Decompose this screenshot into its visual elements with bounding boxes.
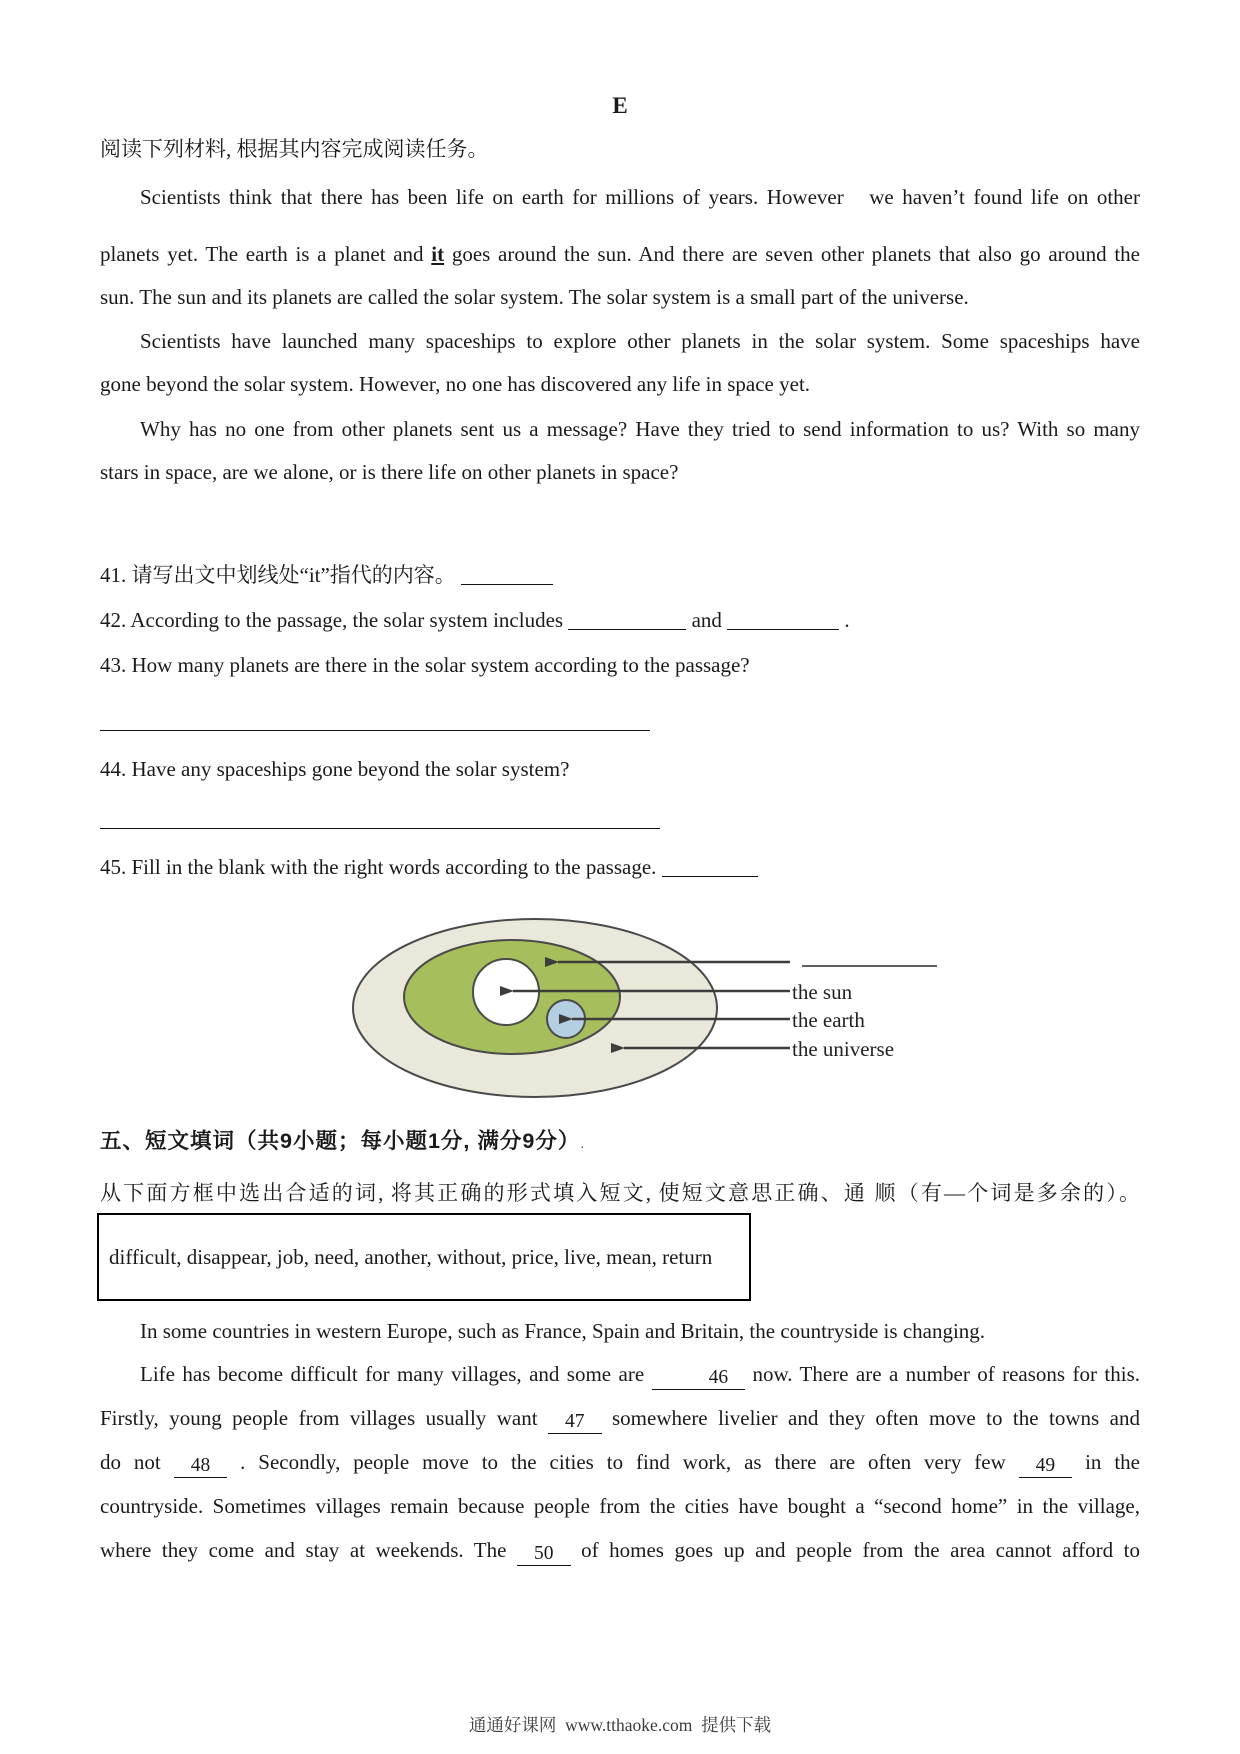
cloze-text: of homes goes up and people from the area cannot afford to <box>570 1538 1140 1562</box>
cloze-line: countryside. Sometimes villages remain because people from the cities have bought a “second home” in the village, <box>100 1494 1140 1518</box>
passage-line: Why has no one from other planets sent us a message? Have they tried to send information to us? With so many <box>140 417 1140 441</box>
question-45 <box>100 854 1140 881</box>
passage-line: Scientists have launched many spaceships to explore other planets in the solar system. Some spaceships have <box>140 329 1140 353</box>
section5-heading <box>100 1128 1140 1157</box>
question-41 <box>100 562 1140 589</box>
page-title: E <box>612 93 628 118</box>
section5-instruction: 从下面方框中选出合适的词, 将其正确的形式填入短文, 使短文意思正确、通 顺（有—个词是多余的）。 <box>100 1181 1140 1205</box>
cloze-text: . Secondly, people move to the cities to find work, as there are often very few <box>227 1450 1019 1474</box>
passage-line: Scientists think that there has been life on earth for millions of years. However we haven’t found life on other <box>140 185 1140 209</box>
answer-blank-42b[interactable] <box>727 609 839 630</box>
cloze-line <box>100 1361 1140 1390</box>
word-bank-words: difficult, disappear, job, need, another, without, price, live, mean, return <box>109 1244 713 1269</box>
passage-text: goes around the sun. And there are seven other planets that also go around the <box>444 242 1140 266</box>
solar-system-figure <box>340 900 1000 1115</box>
blank-49[interactable]: 49 <box>1019 1454 1073 1478</box>
cloze-text: where they come and stay at weekends. The <box>100 1538 518 1562</box>
question-42-and: and <box>686 608 728 632</box>
cloze-text: Life has become difficult for many villages, and some are <box>140 1362 652 1386</box>
cloze-text: do not <box>100 1450 174 1474</box>
blank-47[interactable]: 47 <box>548 1410 602 1434</box>
cloze-line <box>100 1449 1140 1478</box>
answer-line-44[interactable] <box>100 828 660 829</box>
passage-line: gone beyond the solar system. However, no one has discovered any life in space yet. <box>100 372 811 396</box>
blank-48[interactable]: 48 <box>174 1454 228 1478</box>
passage-line: stars in space, are we alone, or is there life on other planets in space? <box>100 460 679 484</box>
passage-line <box>100 241 1140 268</box>
label-the-sun: the sun <box>792 980 853 1004</box>
question-42 <box>100 607 1140 634</box>
footer-watermark: 通通好课网 www.tthaoke.com 提供下载 <box>468 1715 772 1735</box>
label-the-earth: the earth <box>792 1008 865 1032</box>
passage-line: sun. The sun and its planets are called the solar system. The solar system is a small part of the universe. <box>100 285 969 309</box>
cloze-text: Firstly, young people from villages usually want <box>100 1406 549 1430</box>
blank-50[interactable]: 50 <box>517 1542 571 1566</box>
blank-46[interactable]: 46 <box>652 1366 746 1390</box>
cloze-line <box>100 1537 1140 1566</box>
question-45-text: 45. Fill in the blank with the right words according to the passage. <box>100 855 662 879</box>
cloze-text: now. There are a number of reasons for this. <box>745 1362 1140 1386</box>
answer-line-43[interactable] <box>100 730 650 731</box>
label-the-universe: the universe <box>792 1037 895 1061</box>
cloze-line <box>100 1405 1140 1434</box>
passage-text: planets yet. The earth is a planet and <box>100 242 432 266</box>
question-41-text: 41. 请写出文中划线处“it”指代的内容。 <box>100 563 462 587</box>
question-42-text: 42. According to the passage, the solar system includes <box>100 608 569 632</box>
answer-blank-45[interactable] <box>662 856 758 877</box>
section5-heading-period: . <box>580 1135 585 1151</box>
reading-instruction: 阅读下列材料, 根据其内容完成阅读任务。 <box>100 137 489 161</box>
word-bank-box <box>97 1213 751 1301</box>
question-43: 43. How many planets are there in the solar system according to the passage? <box>100 653 750 677</box>
answer-blank-41[interactable] <box>461 564 553 585</box>
cloze-line: In some countries in western Europe, such as France, Spain and Britain, the countryside is changing. <box>140 1319 986 1343</box>
question-42-period: . <box>839 608 850 632</box>
question-44: 44. Have any spaceships gone beyond the solar system? <box>100 757 570 781</box>
section5-heading-text: 五、短文填词（共9小题；每小题1分, 满分9分） <box>100 1129 581 1153</box>
cloze-text: somewhere livelier and they often move to the towns and <box>601 1406 1140 1430</box>
solar-system-diagram <box>340 900 1000 1115</box>
answer-blank-42a[interactable] <box>568 609 686 630</box>
underlined-it-word: it <box>431 242 445 266</box>
cloze-text: in the <box>1072 1450 1141 1474</box>
